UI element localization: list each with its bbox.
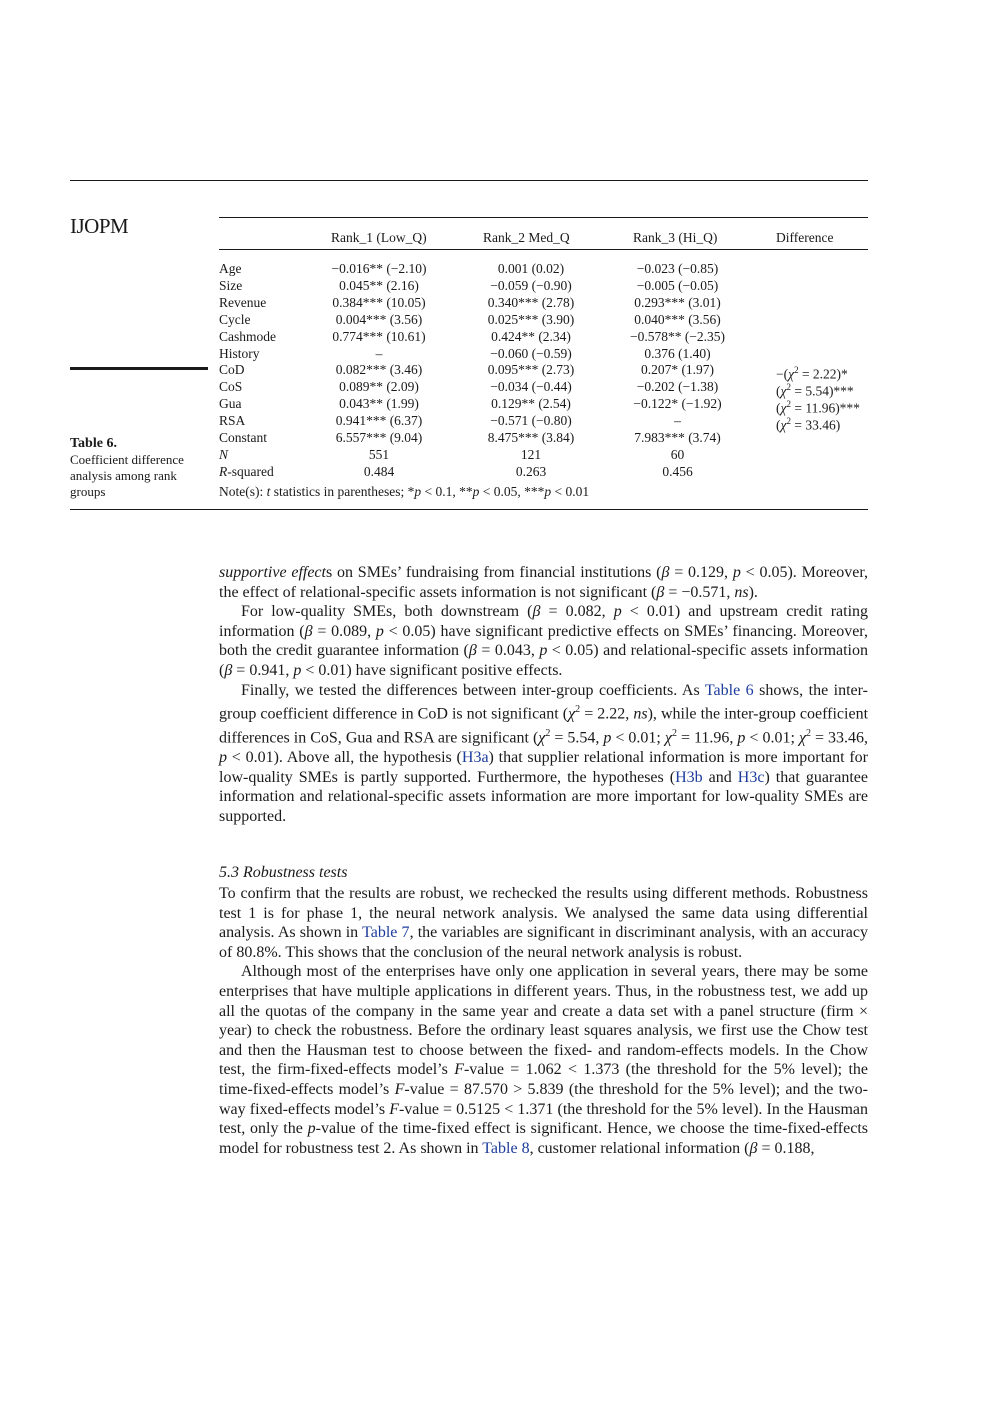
hypothesis-link[interactable]: H3c <box>737 768 765 786</box>
cell-rank1: – <box>375 345 383 361</box>
cell-rank1: 0.043** (1.99) <box>339 396 419 412</box>
cell-rank1: 0.384*** (10.05) <box>332 294 426 310</box>
cell-rank2: 0.263 <box>515 463 547 479</box>
cell-rank3: −0.202 (−1.38) <box>636 379 719 395</box>
table-top-rule <box>219 217 868 218</box>
cell-rank2: −0.034 (−0.44) <box>490 379 572 395</box>
cell-rank1: 0.082*** (3.46) <box>335 362 423 378</box>
cell-rank3: 60 <box>670 446 685 462</box>
row-label: Revenue <box>219 294 267 310</box>
cell-rank3: 0.293*** (3.01) <box>634 294 721 310</box>
cell-rank3: 0.456 <box>662 463 693 479</box>
section-heading: 5.3 Robustness tests <box>219 864 348 881</box>
cell-rank2: 0.025*** (3.90) <box>487 311 575 327</box>
caption-description: Coefficient difference analysis among rank groups <box>70 452 184 499</box>
page-top-rule <box>70 180 868 181</box>
cell-rank2: 0.001 (0.02) <box>497 261 565 276</box>
cell-rank1: 0.941*** (6.37) <box>335 413 423 429</box>
cell-rank1: 551 <box>368 446 390 462</box>
paragraph: Although most of the enterprises have only one application in several years, there may be some enterprises that have multiple applications in different years. Thus, in the robustness test, we add up all the quotas of the company in the same year and create a data set with a panel structure (firm × year) to check the robustness. Before the ordinary least squares analysis, we first use the Chow test and then the Hausman test to choose between the fixed- and random-effects models. In the Chow test, the firm-fixed-effects model’s F-value = 1.062 < 1.373 (the threshold for the 5% level); the time-fixed-effects model’s F-value = 87.570 > 5.839 (the threshold for the 5% level); and the two-way fixed-effects model’s F-value = 0.5125 < 1.371 (the threshold for the 5% level). In the Hausman test, only the p-value of the time-fixed effect is significant. Hence, we choose the time-fixed-effects model for robustness test 2. As shown in Table 8, customer relational information (β = 0.188, <box>219 963 869 1157</box>
row-label: Cycle <box>219 311 251 327</box>
table-bottom-rule <box>70 509 868 510</box>
cell-rank2: −0.059 (−0.90) <box>490 277 572 293</box>
paragraph: To confirm that the results are robust, we rechecked the results using different methods. Robustness test 1 is for phase 1, the neural network analysis. We analysed the same data using differential analysis. As shown in Table 7, the variables are significant in discriminant analysis, with an accuracy of 80.8%. This shows that the conclusion of the neural network analysis is robust. <box>219 885 868 961</box>
col-header-difference: Difference <box>776 230 834 245</box>
journal-name: IJOPM <box>70 214 129 238</box>
row-label: N <box>219 446 229 462</box>
cell-rank1: 0.089** (2.09) <box>339 379 419 395</box>
table-header-rule <box>219 249 868 250</box>
cell-rank2: 0.340*** (2.78) <box>487 294 575 310</box>
cell-rank2: −0.060 (−0.59) <box>490 345 572 361</box>
cell-rank2: 121 <box>520 446 542 462</box>
row-label: R-squared <box>219 463 274 479</box>
col-header-rank2: Rank_2 Med_Q <box>483 230 570 245</box>
table-caption <box>70 436 210 500</box>
cell-difference: $-(\chi^2 = 2.22)*$ <box>776 365 848 382</box>
row-label: Age <box>219 261 242 276</box>
cell-difference: $(\chi^2 = 5.54)***$ <box>776 382 854 399</box>
cell-rank3: −0.023 (−0.85) <box>636 261 719 276</box>
cell-rank2: −0.571 (−0.80) <box>490 413 572 429</box>
cell-rank3: 0.376 (1.40) <box>644 345 711 361</box>
cell-difference: $(\chi^2 = 11.96)***$ <box>776 399 860 416</box>
cell-rank1: 0.484 <box>363 463 395 479</box>
cell-rank3: −0.005 (−0.05) <box>636 277 719 293</box>
caption-bar <box>70 367 208 370</box>
cell-rank3: −0.578** (−2.35) <box>629 328 726 344</box>
cell-rank2: 0.095*** (2.73) <box>487 362 575 378</box>
cell-rank3: −0.122* (−1.92) <box>633 396 722 412</box>
body-block-1 <box>219 563 868 826</box>
cell-rank3: – <box>674 413 681 429</box>
cell-rank2: 0.424** (2.34) <box>491 328 571 344</box>
table-link[interactable]: Table 8 <box>482 1139 530 1157</box>
paragraph: supportive effects on SMEs’ fundraising from financial institutions (β = 0.129, p < 0.05). Moreover, the effect of relational-specific assets information is not significant (β = −0.571, ns). <box>219 564 869 601</box>
col-header-rank3: Rank_3 (Hi_Q) <box>633 230 718 245</box>
row-label: CoD <box>219 362 245 378</box>
row-label: History <box>219 345 260 361</box>
caption-label: Table 6. <box>70 436 117 451</box>
hypothesis-link[interactable]: H3b <box>675 768 703 786</box>
table-note: Note(s): t statistics in parentheses; *p < 0.1, **p < 0.05, ***p < 0.01 <box>219 484 590 499</box>
cell-difference: $(\chi^2 = 33.46)$ <box>776 416 841 433</box>
cell-rank2: 8.475*** (3.84) <box>487 430 575 445</box>
paragraph: Finally, we tested the differences between inter-group coefficients. As Table 6 shows, the inter-group coefficient difference in CoD is not significant ($\chi^2 = 2.22$, ns), while the inter-group coefficient differences in CoS, Gua and RSA are significant ($\chi^2 = 5.54$, p < 0.01; $\chi^2 = 11.96$, p < 0.01; $\chi^2 = 33.46$, p < 0.01). Above all, the hypothesis (H3a) that supplier relational information is more important for low-quality SMEs is partly supported. Furthermore, the hypotheses (H3b and H3c) that guarantee information and relational-specific assets information are more important for low-quality SMEs are supported. <box>219 681 869 825</box>
cell-rank3: 0.040*** (3.56) <box>634 311 721 327</box>
row-label: CoS <box>219 379 243 395</box>
paragraph: For low-quality SMEs, both downstream (β = 0.082, p < 0.01) and upstream credit rating information (β = 0.089, p < 0.05) have significant predictive effects on SMEs’ financing. Moreover, both the credit guarantee information (β = 0.043, p < 0.05) and relational-specific assets information (β = 0.941, p < 0.01) have significant positive effects. <box>219 603 869 679</box>
row-label: Cashmode <box>219 328 276 344</box>
cell-rank1: 0.004*** (3.56) <box>335 311 423 327</box>
table-link[interactable]: Table 7 <box>362 924 410 942</box>
row-label: RSA <box>219 413 246 429</box>
cell-rank1: −0.016** (−2.10) <box>331 261 427 276</box>
cell-rank1: 6.557*** (9.04) <box>335 430 423 445</box>
hypothesis-link[interactable]: H3a <box>461 749 489 766</box>
row-label: Gua <box>219 396 242 412</box>
cell-rank3: 0.207* (1.97) <box>640 362 715 378</box>
cell-rank1: 0.774*** (10.61) <box>332 328 426 344</box>
cell-rank3: 7.983*** (3.74) <box>634 430 721 445</box>
row-label: Size <box>219 277 243 293</box>
cell-rank2: 0.129** (2.54) <box>491 396 571 412</box>
col-header-rank1: Rank_1 (Low_Q) <box>331 230 427 245</box>
body-block-2 <box>219 884 868 1158</box>
row-label: Constant <box>219 430 268 445</box>
cell-rank1: 0.045** (2.16) <box>339 277 419 293</box>
table-link[interactable]: Table 6 <box>704 681 754 699</box>
